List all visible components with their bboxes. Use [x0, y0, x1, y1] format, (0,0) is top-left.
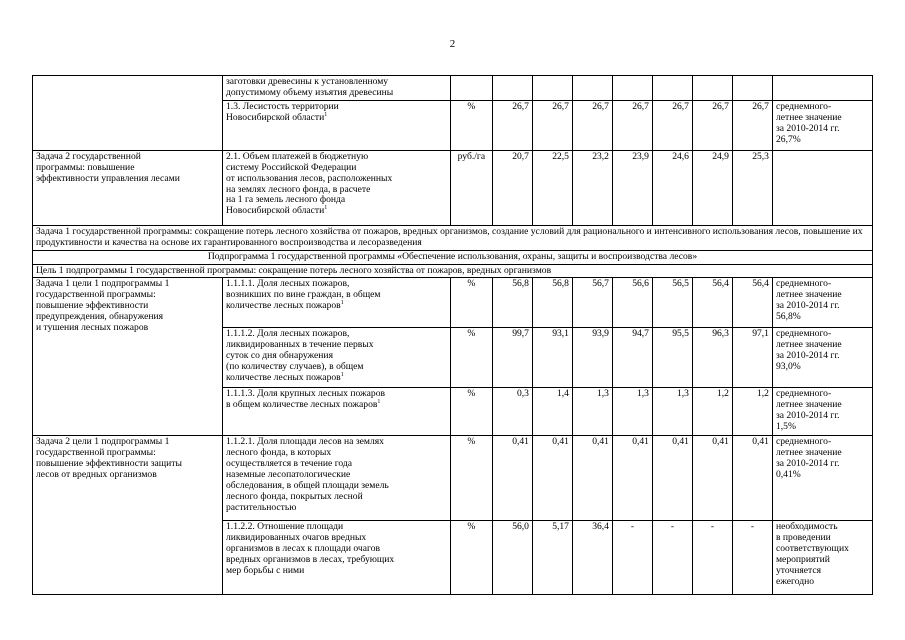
indicator-cell: 1.1.2.1. Доля площади лесов на землях лесного фонда, в которых осуществляется в течение года наземные лесопатологические обследования, в общей площади земель лесного фонда, покрытых лесной растительностью	[223, 436, 451, 521]
unit-cell: %	[450, 100, 492, 150]
table-row	[33, 150, 873, 225]
note-cell: среднемного- летнее значение за 2010-2014 гг. 93,0%	[772, 328, 872, 388]
indicator-cell: 2.1. Объем платежей в бюджетную систему Российской Федерации от использования лесов, расположенных на землях лесного фонда, в расчете на 1 га земель лесного фонда Новосибирской области$^1$	[223, 150, 451, 225]
task-cell	[33, 76, 223, 151]
value-cell: 56,6	[612, 278, 652, 328]
unit-cell: %	[450, 278, 492, 328]
footnote-mark: 1	[377, 399, 381, 406]
note-cell: необходимость в проведении соответствующих мероприятий уточняется ежегодно	[772, 521, 872, 595]
subprogram-banner: Подпрограмма 1 государственной программы «Обеспечение использования, охраны, защиты и воспроизводства лесов»	[33, 250, 873, 264]
value-cell: 0,41	[732, 436, 772, 521]
note-cell: среднемного- летнее значение за 2010-2014 гг. 26,7%	[772, 100, 872, 150]
indicator-cell: 1.3. Лесистость территории Новосибирской области$^1$	[223, 100, 451, 150]
value-cell: 0,41	[492, 436, 532, 521]
value-cell: 26,7	[532, 100, 572, 150]
value-cell: -	[612, 521, 652, 595]
value-cell: 0,41	[692, 436, 732, 521]
value-cell: 26,7	[652, 100, 692, 150]
task-cell: Задача 2 цели 1 подпрограммы 1 государственной программы: повышение эффективности защиты лесов от вредных организмов	[33, 436, 223, 595]
goal-banner: Цель 1 подпрограммы 1 государственной программы: сокращение потерь лесного хозяйства от пожаров, вредных организмов	[33, 264, 873, 278]
value-cell: 1,2	[732, 388, 772, 436]
value-cell: 0,41	[612, 436, 652, 521]
value-cell: 26,7	[572, 100, 612, 150]
value-cell: 36,4	[572, 521, 612, 595]
value-cell: 0,41	[652, 436, 692, 521]
unit-cell: руб./га	[450, 150, 492, 225]
value-cell: 94,7	[612, 328, 652, 388]
value-cell: 1,3	[652, 388, 692, 436]
value-cell: 97,1	[732, 328, 772, 388]
value-cell: 95,5	[652, 328, 692, 388]
value-cell: 23,9	[612, 150, 652, 225]
value-cell: 56,8	[492, 278, 532, 328]
table-row	[33, 76, 873, 101]
section-row	[33, 264, 873, 278]
task-banner: Задача 1 государственной программы: сокращение потерь лесного хозяйства от пожаров, вредных организмов, создание условий для рационального и интенсивного использования лесов, повышение их продуктивности и качества на основе их гарантированного воспроизводства и лесоразведения	[33, 225, 873, 250]
indicator-cell: 1.1.2.2. Отношение площади ликвидированных очагов вредных организмов в лесах к площади очагов вредных организмов в лесах, требующих мер борьбы с ними	[223, 521, 451, 595]
value-cell: 23,2	[572, 150, 612, 225]
value-cell: 22,5	[532, 150, 572, 225]
footnote-mark: 1	[340, 371, 344, 378]
table-row	[33, 278, 873, 328]
value-cell: 20,7	[492, 150, 532, 225]
value-cell: 24,9	[692, 150, 732, 225]
indicator-cell: 1.1.1.2. Доля лесных пожаров, ликвидированных в течение первых суток со дня обнаружения (по количеству случаев), в общем количестве лесных пожаров$^1$	[223, 328, 451, 388]
page-number: 2	[449, 38, 456, 50]
value-cell: 56,0	[492, 521, 532, 595]
note-cell	[772, 150, 872, 225]
footnote-mark: 1	[324, 205, 328, 212]
task-cell: Задача 2 государственной программы: повышение эффективности управления лесами	[33, 150, 223, 225]
value-cell: 1,3	[612, 388, 652, 436]
unit-cell: %	[450, 328, 492, 388]
note-cell: среднемного- летнее значение за 2010-2014 гг. 0,41%	[772, 436, 872, 521]
indicator-cell: 1.1.1.3. Доля крупных лесных пожаров в общем количестве лесных пожаров$^1$	[223, 388, 451, 436]
table-row	[33, 436, 873, 521]
section-row	[33, 250, 873, 264]
indicator-cell: 1.1.1.1. Доля лесных пожаров, возникших по вине граждан, в общем количестве лесных пожаров$^1$	[223, 278, 451, 328]
value-cell: 26,7	[732, 100, 772, 150]
value-cell: 56,8	[532, 278, 572, 328]
value-cell: 56,4	[732, 278, 772, 328]
footnote-mark: 1	[340, 300, 344, 307]
value-cell: -	[692, 521, 732, 595]
value-cell: 1,4	[532, 388, 572, 436]
value-cell: 25,3	[732, 150, 772, 225]
value-cell: -	[732, 521, 772, 595]
value-cell: 5,17	[532, 521, 572, 595]
value-cell: 0,41	[572, 436, 612, 521]
value-cell: 26,7	[612, 100, 652, 150]
value-cell: 56,7	[572, 278, 612, 328]
value-cell: 24,6	[652, 150, 692, 225]
section-row	[33, 225, 873, 250]
unit-cell: %	[450, 521, 492, 595]
value-cell: 93,9	[572, 328, 612, 388]
footnote-mark: 1	[324, 111, 328, 118]
value-cell: 96,3	[692, 328, 732, 388]
value-cell: 0,41	[532, 436, 572, 521]
value-cell: 56,5	[652, 278, 692, 328]
value-cell: -	[652, 521, 692, 595]
value-cell: 26,7	[692, 100, 732, 150]
indicator-cell: заготовки древесины к установленному допустимому объему изъятия древесины	[223, 76, 451, 101]
task-cell: Задача 1 цели 1 подпрограммы 1 государственной программы: повышение эффективности предупреждения, обнаружения и тушения лесных пожаров	[33, 278, 223, 436]
note-cell: среднемного- летнее значение за 2010-2014 гг. 1,5%	[772, 388, 872, 436]
indicators-table	[32, 75, 873, 595]
value-cell: 56,4	[692, 278, 732, 328]
value-cell: 26,7	[492, 100, 532, 150]
value-cell: 99,7	[492, 328, 532, 388]
value-cell: 1,2	[692, 388, 732, 436]
value-cell: 0,3	[492, 388, 532, 436]
unit-cell: %	[450, 388, 492, 436]
value-cell: 1,3	[572, 388, 612, 436]
unit-cell: %	[450, 436, 492, 521]
note-cell: среднемного- летнее значение за 2010-2014 гг. 56,8%	[772, 278, 872, 328]
value-cell: 93,1	[532, 328, 572, 388]
